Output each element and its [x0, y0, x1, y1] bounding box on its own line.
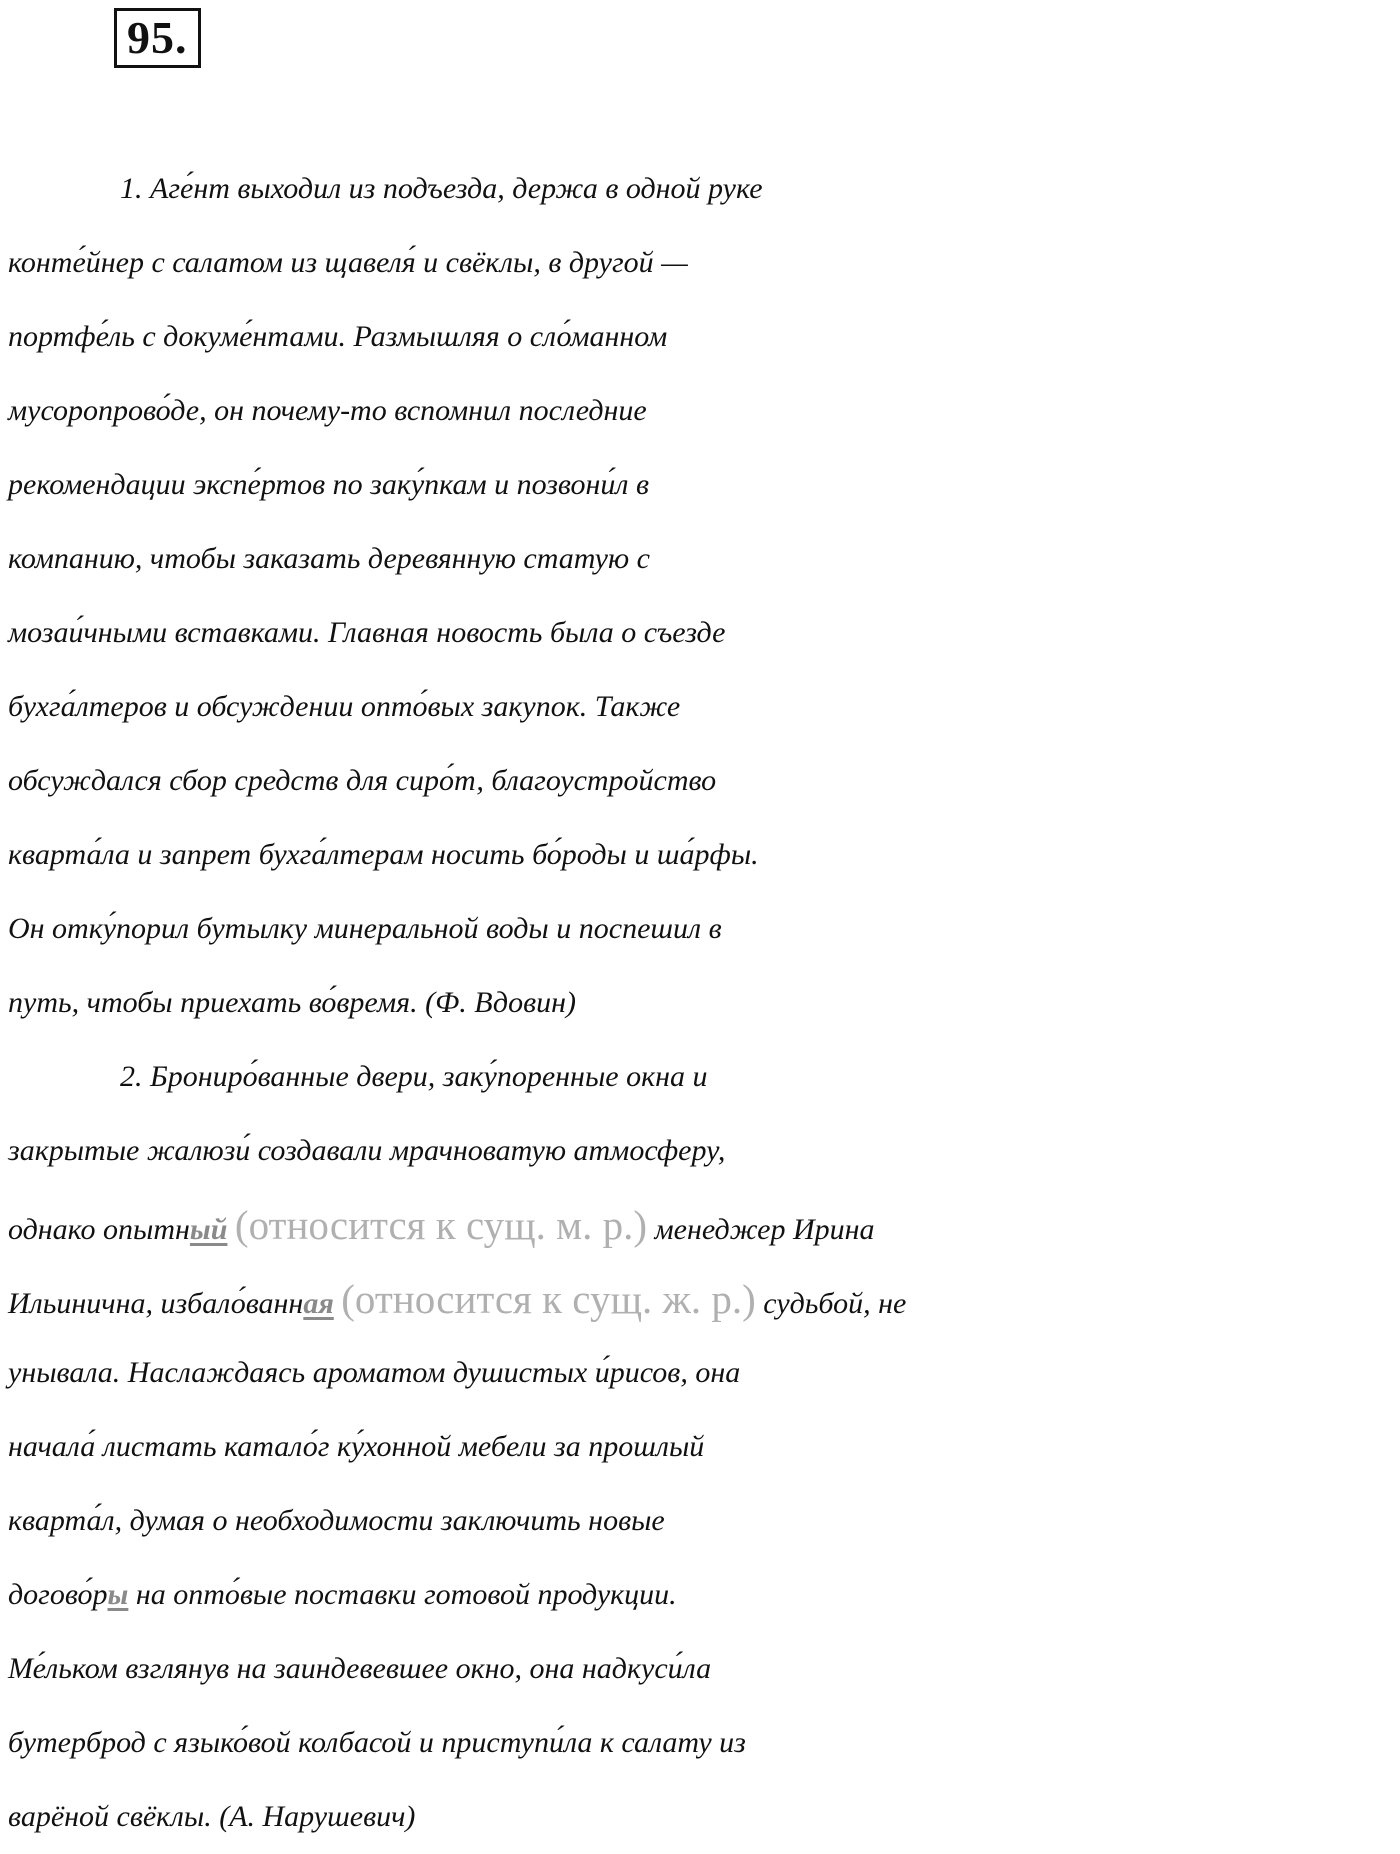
text-line: [8, 1262, 1400, 1336]
text-line: мусоропрово́де, он почему-то вспомнил последние: [8, 394, 647, 427]
text-line: портфе́ль с докуме́нтами. Размышляя о сло́манном: [8, 320, 668, 353]
exercise-number: 95.: [114, 8, 201, 68]
text-line: начала́ листать катало́г ку́хонной мебели за прошлый: [8, 1430, 705, 1463]
word-part: однако опытн: [8, 1213, 190, 1246]
text-line: закрытые жалюзи́ создавали мрачноватую атмосферу,: [8, 1134, 726, 1167]
word-part: менеджер Ирина: [654, 1213, 875, 1246]
paragraph-2: [8, 1040, 1400, 1854]
text-line: кварта́ла и запрет бухга́лтерам носить бо́роды и ша́рфы.: [8, 838, 759, 871]
word-part: догово́р: [8, 1578, 108, 1611]
word-part: на опто́вые поставки готовой продукции.: [135, 1578, 677, 1611]
text-line: варёной свёклы. (А. Нарушевич): [8, 1800, 416, 1833]
text-line: обсуждался сбор средств для сиро́т, благоустройство: [8, 764, 717, 797]
word-part: Ильинична, избало́ванн: [8, 1287, 304, 1320]
text-line: [8, 1188, 1400, 1262]
text-line: путь, чтобы приехать во́время. (Ф. Вдовин): [8, 986, 576, 1019]
text-line: [8, 1558, 1400, 1632]
text-line: мозаи́чными вставками. Главная новость была о съезде: [8, 616, 726, 649]
exercise-text: [8, 152, 1400, 1854]
highlighted-ending: ы: [107, 1578, 129, 1611]
highlighted-ending: ый: [189, 1213, 228, 1246]
text-line: унывала. Наслаждаясь ароматом душистых и́рисов, она: [8, 1356, 741, 1389]
text-line: бутерброд с языко́вой колбасой и приступи́ла к салату из: [8, 1726, 746, 1759]
text-line: Ме́льком взглянув на заиндевевшее окно, она надкуси́ла: [8, 1652, 712, 1685]
text-line: рекомендации экспе́ртов по заку́пкам и позвони́л в: [8, 468, 650, 501]
text-line: кварта́л, думая о необходимости заключить новые: [8, 1504, 665, 1537]
word-part: судьбой, не: [763, 1287, 907, 1320]
text-line: компанию, чтобы заказать деревянную статую с: [8, 542, 650, 575]
grammar-note: (относится к сущ. м. р.): [234, 1202, 648, 1248]
paragraph-1: [8, 152, 1400, 1040]
text-line: Он отку́порил бутылку минеральной воды и поспешил в: [8, 912, 722, 945]
text-line: 1. Аге́нт выходил из подъезда, держа в одной руке: [120, 172, 763, 205]
highlighted-ending: ая: [303, 1287, 334, 1320]
text-line: 2. Брониро́ванные двери, заку́поренные окна и: [120, 1060, 708, 1093]
text-line: бухга́лтеров и обсуждении опто́вых закупок. Также: [8, 690, 681, 723]
text-line: конте́йнер с салатом из щавеля́ и свёклы, в другой —: [8, 246, 688, 279]
grammar-note: (относится к сущ. ж. р.): [341, 1276, 756, 1322]
